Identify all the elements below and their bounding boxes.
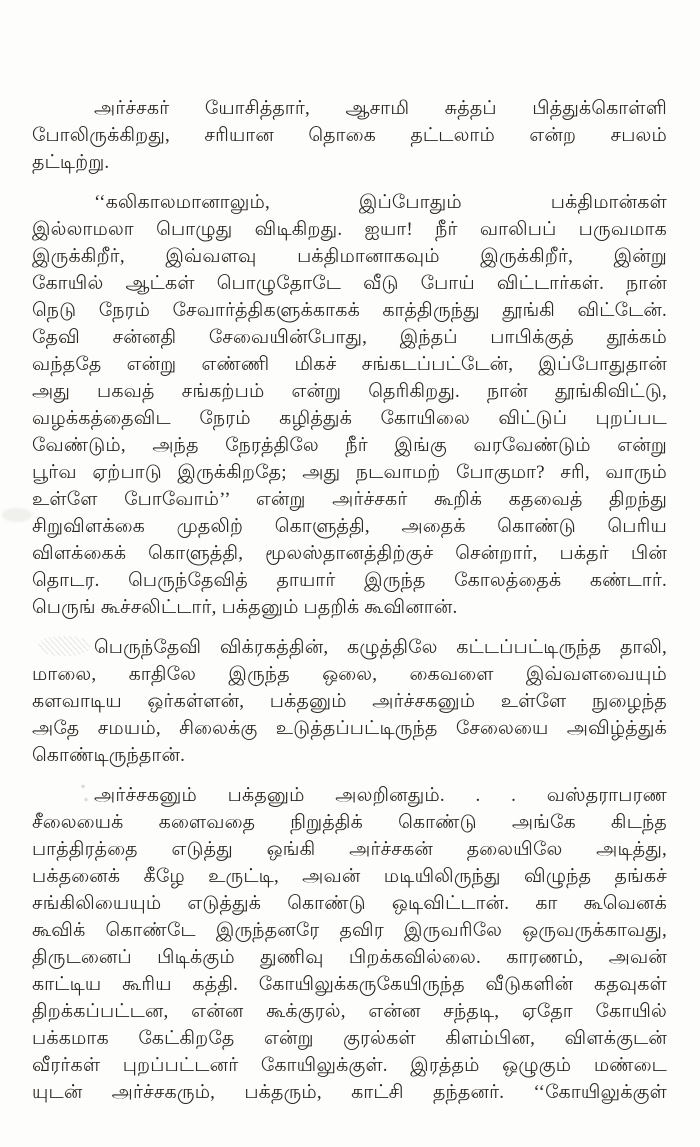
text-line: வந்ததே என்று எண்ணி மிகச் சங்கடப்பட்டேன், இப்போதுதான் [32, 354, 667, 375]
text-line: யுடன் அர்ச்சகரும், பக்தரும், காட்சி தந்தனர். ‘‘கோயிலுக்குள் [32, 1082, 667, 1103]
paragraph-4 [32, 782, 667, 1106]
text-line: அது பகவத் சங்கற்பம் என்று தெரிகிறது. நான் தூங்கிவிட்டு, [32, 381, 667, 402]
text-line: பெருந்தேவி விக்ரகத்தின், கழுத்திலே கட்டப்பட்டிருந்த தாலி, [94, 637, 667, 658]
text-line: விளக்கைக் கொளுத்தி, மூலஸ்தானத்திற்குச் சென்றார், பக்தர் பின் [32, 543, 667, 564]
text-line: வேண்டும், அந்த நேரத்திலே நீர் இங்கு வரவேண்டும் என்று [32, 435, 667, 456]
text-line: பெருங் கூச்சலிட்டார், பக்தனும் பதறிக் கூவினான். [32, 597, 458, 618]
paragraph-1 [32, 95, 667, 176]
text-line: போலிருக்கிறது, சரியான தொகை தட்டலாம் என்ற சபலம் [32, 125, 667, 146]
text-line: இல்லாமலா பொழுது விடிகிறது. ஐயா! நீர் வாலிபப் பருவமாக [32, 219, 667, 240]
text-line: தட்டிற்று. [32, 152, 110, 173]
text-line: பக்தனைக் கீழே உருட்டி, அவன் மடியிலிருந்து விழுந்த தங்கச் [32, 866, 667, 887]
text-line: பக்கமாக கேட்கிறதே என்று குரல்கள் கிளம்பின, விளக்குடன் [32, 1028, 667, 1049]
page-text [32, 95, 667, 1119]
text-line: காட்டிய கூரிய கத்தி. கோயிலுக்கருகேயிருந்த வீடுகளின் கதவுகள் [32, 974, 667, 995]
text-line: திறக்கப்பட்டன, என்ன கூக்குரல், என்ன சந்தடி, ஏதோ கோயில் [32, 1001, 667, 1022]
text-line: பாத்திரத்தை எடுத்து ஒங்கி அர்ச்சகன் தலையிலே அடித்து, [32, 839, 667, 860]
text-line: சிறுவிளக்கை முதலிற் கொளுத்தி, அதைக் கொண்டு பெரிய [32, 516, 667, 537]
paragraph-3 [32, 634, 667, 769]
text-line: மாலை, காதிலே இருந்த ஒலை, கைவளை இவ்வளவையும் [32, 664, 667, 685]
text-line: கூவிக் கொண்டே இருந்தனரே தவிர இருவரிலே ஒருவருக்காவது, [32, 920, 667, 941]
text-line: களவாடிய ஒர்கள்ளன், பக்தனும் அர்ச்சகனும் உள்ளே நுழைந்த [32, 691, 667, 712]
text-line: அர்ச்சகர் யோசித்தார், ஆசாமி சுத்தப் பித்துக்கொள்ளி [94, 98, 667, 119]
scan-smudge [2, 508, 32, 522]
text-line: உள்ளே போவோம்’’ என்று அர்ச்சகர் கூறிக் கதவைத் திறந்து [32, 489, 667, 510]
paragraph-2 [32, 189, 667, 621]
text-line: தொடர. பெருந்தேவித் தாயார் இருந்த கோலத்தைக் கண்டார். [32, 570, 667, 591]
text-line: கொண்டிருந்தான். [32, 745, 186, 766]
text-line: வீரர்கள் புறப்பட்டனர் கோயிலுக்குள். இரத்தம் ஒழுகும் மண்டை [32, 1055, 667, 1076]
text-line: கோயில் ஆட்கள் பொழுதோடே வீடு போய் விட்டார்கள். நான் [32, 273, 667, 294]
text-line: தேவி சன்னதி சேவையின்போது, இந்தப் பாபிக்குத் தூக்கம் [32, 327, 667, 348]
text-line: அர்ச்சகனும் பக்தனும் அலறினதும். . . வஸ்தராபரண [94, 785, 667, 806]
text-line: ‘‘கலிகாலமானாலும், இப்போதும் பக்திமான்கள் [94, 192, 667, 213]
text-line: சங்கிலியையும் எடுத்துக் கொண்டு ஒடிவிட்டான். கா கூவெனக் [32, 893, 667, 914]
text-line: திருடனைப் பிடிக்கும் துணிவு பிறக்கவில்லை. காரணம், அவன் [32, 947, 667, 968]
text-line: சீலையைக் களைவதை நிறுத்திக் கொண்டு அங்கே கிடந்த [32, 812, 667, 833]
text-line: அதே சமயம், சிலைக்கு உடுத்தப்பட்டிருந்த சேலையை அவிழ்த்துக் [32, 718, 667, 739]
text-line: பூர்வ ஏற்பாடு இருக்கிறதே; அது நடவாமற் போகுமா? சரி, வாரும் [32, 462, 667, 483]
text-line: நெடு நேரம் சேவார்த்திகளுக்காகக் காத்திருந்து தூங்கி விட்டேன். [32, 300, 667, 321]
text-line: இருக்கிறீர், இவ்வளவு பக்திமானாகவும் இருக்கிறீர், இன்று [32, 246, 667, 267]
text-line: வழக்கத்தைவிட நேரம் கழித்துக் கோயிலை விட்டுப் புறப்பட [32, 408, 667, 429]
